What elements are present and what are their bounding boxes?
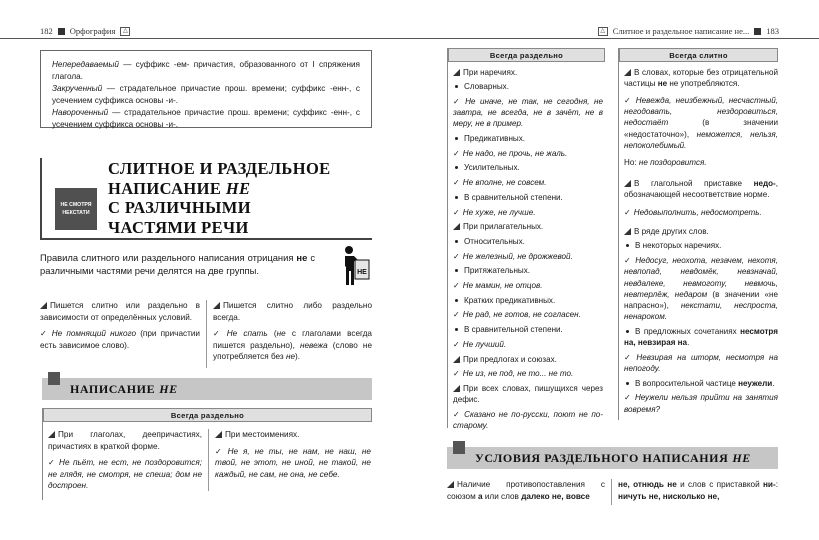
checkmark-icon: ✓ <box>624 95 633 105</box>
bullet-bold: несмотря на, невзирая на <box>624 326 778 348</box>
rule-label: При всех словах, пишущихся через дефис. <box>453 383 603 405</box>
checkmark-icon: ✓ <box>213 329 224 338</box>
rule-label: При местоимениях. <box>225 430 300 439</box>
square-bullet-icon <box>754 28 761 35</box>
rule-label: При глаголах, деепричастиях, причастиях в краткой форме. <box>48 430 202 451</box>
example-label: Не вполне, не совсем. <box>462 178 547 188</box>
section-title-italic: НЕ <box>732 450 751 465</box>
checkmark-icon: ✓ <box>624 207 631 217</box>
svg-text:НЕ: НЕ <box>357 269 367 276</box>
example-italic: Не помнящий никого <box>51 329 137 338</box>
always-separate-table <box>42 408 372 500</box>
example-italic: некстати, неспроста, ненароком. <box>624 300 778 322</box>
rule-bold: не <box>657 78 668 88</box>
example-label: Не надо, не прочь, не жаль. <box>462 148 568 158</box>
note-word: Навороченный <box>52 108 109 117</box>
triangle-marker-icon <box>453 356 460 363</box>
table-header: Всегда раздельно <box>448 48 605 62</box>
header-rule <box>410 38 819 39</box>
example-rest: с глаголами всегда пишется раздельно), <box>213 329 372 350</box>
table-col-pronouns <box>215 429 371 497</box>
triangle-marker-icon <box>48 431 55 438</box>
rule-item <box>624 67 778 89</box>
square-bullet-icon <box>58 28 65 35</box>
example-item <box>453 177 603 188</box>
running-head-section: Орфография <box>69 26 116 36</box>
right-page <box>410 0 819 540</box>
condition-label: : <box>775 480 778 489</box>
example-text <box>48 457 202 492</box>
example-label: Сказано не по-русски, поют не по-старому. <box>453 409 603 431</box>
rule-text <box>215 429 371 441</box>
badge-line: НЕКСТАТИ <box>62 210 90 216</box>
example-rest: (в значении «не напрасно»), <box>624 289 778 310</box>
bullet-icon <box>626 330 629 333</box>
conditions-left <box>447 479 605 507</box>
bullet-label: В предложных сочетаниях <box>635 326 741 336</box>
table-col-verbs <box>48 429 202 497</box>
checkmark-icon: ✓ <box>453 281 460 291</box>
running-head-left <box>40 26 130 36</box>
bullet-label: . <box>772 378 775 388</box>
bullet-label: . <box>687 338 690 348</box>
title-badge <box>55 188 97 230</box>
condition-label: Наличие противопоставления с союзом <box>447 480 605 501</box>
section-square-icon <box>453 441 465 454</box>
example-item <box>624 352 778 374</box>
example-label: Не рад, не готов, не согласен. <box>462 310 581 320</box>
rule-label: В глагольной приставке <box>634 179 754 189</box>
bullet-item <box>453 324 603 335</box>
bullet-label: Кратких предикативных. <box>464 295 556 305</box>
condition-bold: ни- <box>762 480 776 489</box>
example-item <box>453 280 603 291</box>
note-word: Непередаваемый <box>52 60 119 69</box>
example-text <box>215 446 371 481</box>
bullet-icon <box>455 328 458 331</box>
example-rest: ). <box>295 352 301 361</box>
rule-label: не употребляются. <box>667 78 740 88</box>
example-text <box>213 328 372 363</box>
checkmark-icon: ✓ <box>40 329 49 338</box>
triangle-marker-icon <box>624 180 631 187</box>
column-divider <box>611 479 612 505</box>
example-item <box>453 309 603 320</box>
title-line: СЛИТНОЕ И РАЗДЕЛЬНОЕ <box>108 159 331 178</box>
bullet-icon <box>455 166 458 169</box>
condition-bold: далеко не, вовсе <box>521 491 590 501</box>
example-rest: ( <box>267 329 277 338</box>
condition-label: и слов с приставкой <box>676 480 763 489</box>
triangle-marker-icon <box>453 223 460 230</box>
header-rule <box>0 38 410 39</box>
page-number: 182 <box>40 26 53 36</box>
example-italic: не поздоровится. <box>638 157 707 167</box>
page-number: 183 <box>766 26 779 36</box>
example-label: Не из, не под, не то... не то. <box>462 369 574 379</box>
table-body <box>43 422 372 497</box>
checkmark-icon: ✓ <box>215 446 225 456</box>
bullet-icon <box>455 85 458 88</box>
bullet-label: В сравнительной степени. <box>464 325 563 335</box>
condition-bold: не, отнюдь не <box>618 480 677 489</box>
example-item <box>453 251 603 262</box>
section-heading-separate-conditions <box>447 447 778 469</box>
chapter-title-block <box>40 158 372 240</box>
note-box <box>40 50 372 128</box>
example-italic: Не спать <box>226 329 268 338</box>
example-rest: (при причастии есть зависимое слово). <box>40 329 200 350</box>
bullet-icon <box>455 240 458 243</box>
column-divider <box>208 429 209 491</box>
example-label: Невзирая на шторм, несмотря на непогоду. <box>624 352 778 373</box>
example-label: Не железный, не дрожжевой. <box>462 251 573 261</box>
checkmark-icon: ✓ <box>453 148 460 158</box>
example-label: Не лучший. <box>462 339 507 349</box>
example-item <box>624 255 778 322</box>
example-item <box>453 96 603 130</box>
example-item <box>624 207 778 218</box>
bullet-label: В сравнительной степени. <box>464 192 563 202</box>
badge-line: НЕ СМОТРЯ <box>60 202 92 208</box>
triangle-marker-icon <box>447 481 454 488</box>
section-title: УСЛОВИЯ РАЗДЕЛЬНОГО НАПИСАНИЯ <box>475 450 729 465</box>
rule-item <box>453 354 603 365</box>
example-label: Недовыполнить, недосмотреть. <box>633 207 762 217</box>
groups-two-column <box>40 300 372 368</box>
checkmark-icon: ✓ <box>453 339 460 349</box>
condition-label: или слов <box>482 491 522 501</box>
note-word: Закрученный <box>52 84 103 93</box>
example-italic: Недосуг, неохота, незачем, нехотя, невпопад, невдомёк, невзначай, невдалеке, невмоготу, невмочь, невтерлёж, недаром <box>624 256 778 299</box>
rule-label: При предлогах и союзах. <box>463 354 557 364</box>
example-rest: (слово не употребляется без <box>213 340 372 361</box>
rule-text <box>40 300 200 323</box>
book-icon: △ <box>598 27 608 36</box>
bullet-icon <box>626 244 629 247</box>
triangle-marker-icon <box>213 302 220 309</box>
example-item <box>453 409 603 431</box>
bullet-bold: неужели <box>738 378 773 388</box>
running-head-section: Слитное и раздельное написание не... <box>612 26 750 36</box>
title-line <box>108 179 331 199</box>
bullet-item <box>453 265 603 276</box>
note-entry <box>52 83 360 107</box>
checkmark-icon: ✓ <box>453 369 460 379</box>
checkmark-icon: ✓ <box>453 409 462 419</box>
teacher-pointing-icon <box>342 245 370 287</box>
triangle-marker-icon <box>624 228 631 235</box>
bullet-item <box>453 81 603 92</box>
conditions-two-column <box>447 479 778 507</box>
rule-label: В ряде других слов. <box>634 226 709 236</box>
rule-bold: недо- <box>753 179 776 189</box>
bullet-item <box>453 236 603 247</box>
rule-label: При прилагательных. <box>463 222 544 232</box>
rule-item <box>453 383 603 405</box>
joined-list <box>619 62 778 415</box>
rule-text <box>213 300 372 323</box>
bullet-icon <box>455 196 458 199</box>
example-item <box>453 148 603 159</box>
note-text: — страдательное причастие прош. времени; суффикс -енн-, с усечением суффикса основы -и-. <box>52 108 360 129</box>
triangle-marker-icon <box>40 302 47 309</box>
example-italic: Не я, не ты, не нам, не наш, не твой, не этот, не иной, не такой, не каждый, не сам, не она, не себе. <box>215 446 371 479</box>
checkmark-icon: ✓ <box>453 207 460 217</box>
bullet-item <box>453 192 603 203</box>
triangle-marker-icon <box>453 69 460 76</box>
triangle-marker-icon <box>453 385 460 392</box>
checkmark-icon: ✓ <box>624 352 634 362</box>
chapter-title <box>108 159 331 237</box>
rule-item <box>624 178 778 200</box>
note-entry <box>52 107 360 131</box>
rule-label: При наречиях. <box>463 67 518 77</box>
bullet-label: Словарных. <box>464 82 509 92</box>
example-item <box>453 339 603 350</box>
bullet-icon <box>455 137 458 140</box>
checkmark-icon: ✓ <box>624 256 633 266</box>
bullet-label: Усилительных. <box>464 163 520 173</box>
section-square-icon <box>48 372 60 385</box>
example-italic: не <box>276 329 286 338</box>
bullet-icon <box>626 382 629 385</box>
bullet-label: В некоторых наречиях. <box>635 241 722 251</box>
example-label: Не хуже, не лучше. <box>462 207 536 217</box>
example-italic: не <box>285 352 296 361</box>
intro-bold: не <box>296 252 308 263</box>
rule-item <box>453 221 603 232</box>
rule-item <box>624 226 778 237</box>
bullet-label: В вопросительной частице <box>635 378 739 388</box>
checkmark-icon: ✓ <box>453 251 460 261</box>
book-icon: △ <box>120 27 130 36</box>
rule-label: Пишется слитно либо раздельно всегда. <box>213 301 372 322</box>
rule-label: Пишется слитно или раздельно в зависимости от определённых условий. <box>40 301 200 322</box>
example-italic: невежа <box>299 340 328 350</box>
checkmark-icon: ✓ <box>453 178 460 188</box>
bullet-icon <box>455 269 458 272</box>
example-item <box>453 368 603 379</box>
example-label: Не иначе, не так, не сегодня, не завтра, не всегда, не в зачёт, не в меру, не в пример. <box>453 96 603 129</box>
checkmark-icon: ✓ <box>453 310 460 320</box>
section-heading-writing-ne <box>42 378 372 400</box>
example-label: Неужели нельзя прийти на занятия вовремя? <box>624 393 778 414</box>
rule-label: В словах, которые без отрицательной частицы <box>624 67 778 88</box>
bullet-label: Относительных. <box>464 236 525 246</box>
note-text: — суффикс -ем- причастия, образованного от I спряжения глагола. <box>52 60 360 81</box>
group-always <box>213 300 372 368</box>
group-conditional <box>40 300 200 368</box>
section-title-italic: НЕ <box>159 381 178 396</box>
separate-list <box>448 62 605 431</box>
title-line: С РАЗЛИЧНЫМИ <box>108 198 251 217</box>
example-item <box>624 392 778 414</box>
table-header: Всегда слитно <box>619 48 778 62</box>
bullet-item <box>453 133 603 144</box>
checkmark-icon: ✓ <box>453 96 463 106</box>
bullet-item <box>453 295 603 306</box>
running-head-right <box>598 26 779 36</box>
condition-bold: а <box>478 491 483 501</box>
conditions-right <box>618 479 778 507</box>
example-italic: Не пьёт, не ест, не поздоровится; не глядя, не смотря, не спеша; дом не достроен. <box>48 458 202 490</box>
example-label: Не мамин, не отцов. <box>462 281 543 291</box>
condition-text <box>618 479 778 502</box>
example-item <box>624 95 778 151</box>
bullet-item <box>624 240 778 251</box>
intro-paragraph <box>40 251 315 277</box>
bullet-label: Притяжательных. <box>464 266 531 276</box>
checkmark-icon: ✓ <box>48 458 57 467</box>
bullet-label: Предикативных. <box>464 134 526 144</box>
always-joined-column <box>618 48 778 420</box>
column-divider <box>206 300 207 368</box>
rule-label: , обозначающей несоответствие норме. <box>624 179 778 200</box>
example-rest: (в значении «недостаточно»), <box>624 118 778 139</box>
intro-text: с различными частями речи делятся на две группы. <box>40 252 316 276</box>
note-entry <box>52 59 360 83</box>
but-item <box>624 157 778 168</box>
bullet-icon <box>455 299 458 302</box>
section-title: НАПИСАНИЕ <box>70 381 156 396</box>
triangle-marker-icon <box>624 69 631 76</box>
title-italic: НЕ <box>225 178 251 198</box>
always-separate-column <box>447 48 605 431</box>
title-text: НАПИСАНИЕ <box>108 178 226 198</box>
triangle-marker-icon <box>215 431 222 438</box>
condition-text <box>447 479 605 502</box>
checkmark-icon: ✓ <box>624 393 632 403</box>
example-item <box>453 207 603 218</box>
example-italic: неможется, нельзя, непоколебимый. <box>624 129 778 150</box>
rule-item <box>453 67 603 78</box>
example-text <box>40 328 200 351</box>
bullet-item <box>624 378 778 389</box>
title-line: ЧАСТЯМИ РЕЧИ <box>108 217 249 237</box>
example-italic: Невежда, неизбежный, несчастный, негодовать, нездоровиться, недостаёт <box>624 95 778 128</box>
but-label: Но: <box>624 157 639 167</box>
condition-bold: ничуть не, нисколько не, <box>618 491 720 501</box>
intro-text: Правила слитного или раздельного написания отрицания <box>40 252 297 263</box>
bullet-item <box>453 162 603 173</box>
rule-text <box>48 429 202 452</box>
note-text: — страдательное причастие прош. времени; суффикс -енн-, с усечением суффикса основы -и-. <box>52 84 360 105</box>
bullet-item <box>624 326 778 348</box>
table-header: Всегда раздельно <box>43 408 372 422</box>
